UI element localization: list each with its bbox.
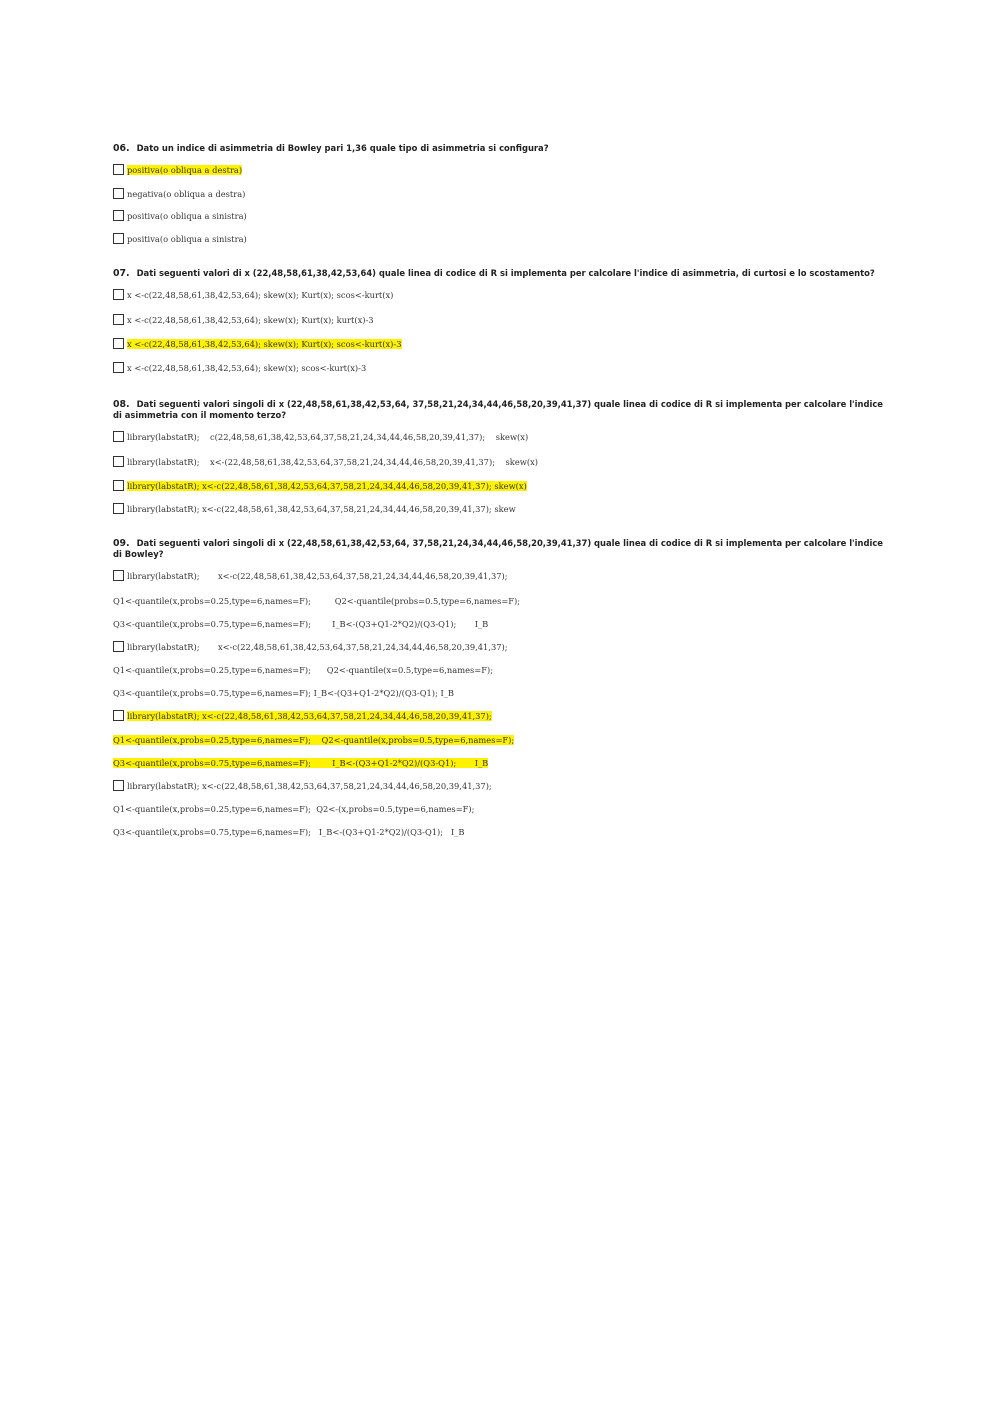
question-text: Dati seguenti valori di x (22,48,58,61,38,42,53,64) quale linea di codice di R si implementa per calcolare l'indice di asimmetria, di curtosi e lo scostamento?: [136, 268, 875, 278]
answer-option[interactable]: [113, 362, 366, 374]
answer-option[interactable]: [113, 570, 508, 582]
question-text: Dato un indice di asimmetria di Bowley pari 1,36 quale tipo di asimmetria si configura?: [136, 143, 549, 153]
answer-text: x <-c(22,48,58,61,38,42,53,64); skew(x); Kurt(x); kurt(x)-3: [127, 315, 374, 325]
answer-text: library(labstatR); x<-c(22,48,58,61,38,42,53,64,37,58,21,24,34,44,46,58,20,39,41,37); skew(x): [127, 481, 527, 491]
question-text: Dati seguenti valori singoli di x (22,48,58,61,38,42,53,64, 37,58,21,24,34,44,46,58,20,39,41,37) quale linea di codice di R si implementa per calcolare l'indice di Bowley?: [113, 538, 883, 559]
answer-text: library(labstatR); x<-c(22,48,58,61,38,42,53,64,37,58,21,24,34,44,46,58,20,39,41,37);: [127, 571, 508, 581]
answer-text-line: Q3<-quantile(x,probs=0.75,type=6,names=F); I_B<-(Q3+Q1-2*Q2)/(Q3-Q1); I_B: [113, 827, 465, 837]
answer-text: library(labstatR); x<-c(22,48,58,61,38,42,53,64,37,58,21,24,34,44,46,58,20,39,41,37);: [127, 642, 508, 652]
answer-text: library(labstatR); x<-c(22,48,58,61,38,42,53,64,37,58,21,24,34,44,46,58,20,39,41,37);: [127, 781, 492, 791]
answer-option[interactable]: [113, 314, 374, 326]
answer-text: library(labstatR); x<-c(22,48,58,61,38,42,53,64,37,58,21,24,34,44,46,58,20,39,41,37);: [127, 711, 492, 721]
answer-text-line: Q3<-quantile(x,probs=0.75,type=6,names=F); I_B<-(Q3+Q1-2*Q2)/(Q3-Q1); I_B: [113, 619, 489, 629]
answer-text: library(labstatR); c(22,48,58,61,38,42,53,64,37,58,21,24,34,44,46,58,20,39,41,37); skew(x): [127, 432, 529, 442]
answer-option[interactable]: [113, 188, 245, 200]
checkbox[interactable]: [113, 480, 124, 491]
checkbox[interactable]: [113, 456, 124, 467]
question-number: 07.: [113, 268, 130, 279]
answer-text-line: Q1<-quantile(x,probs=0.25,type=6,names=F); Q2<-quantile(x=0.5,type=6,names=F);: [113, 665, 493, 675]
answer-text: positiva(o obliqua a sinistra): [127, 234, 247, 244]
checkbox[interactable]: [113, 289, 124, 300]
answer-text-line: Q1<-quantile(x,probs=0.25,type=6,names=F); Q2<-(x,probs=0.5,type=6,names=F);: [113, 804, 475, 814]
answer-option[interactable]: [113, 780, 492, 792]
question-number: 09.: [113, 538, 130, 549]
checkbox[interactable]: [113, 431, 124, 442]
answer-text-line: Q3<-quantile(x,probs=0.75,type=6,names=F); I_B<-(Q3+Q1-2*Q2)/(Q3-Q1); I_B: [113, 688, 454, 698]
checkbox[interactable]: [113, 314, 124, 325]
answer-option[interactable]: [113, 338, 402, 350]
checkbox[interactable]: [113, 503, 124, 514]
question-text: Dati seguenti valori singoli di x (22,48,58,61,38,42,53,64, 37,58,21,24,34,44,46,58,20,39,41,37) quale linea di codice di R si implementa per calcolare l'indice di asimmetria con il momento terzo?: [113, 399, 883, 420]
answer-text: library(labstatR); x<-(22,48,58,61,38,42,53,64,37,58,21,24,34,44,46,58,20,39,41,37); skew(x): [127, 457, 538, 467]
answer-option[interactable]: [113, 710, 492, 722]
checkbox[interactable]: [113, 362, 124, 373]
checkbox[interactable]: [113, 233, 124, 244]
checkbox[interactable]: [113, 210, 124, 221]
checkbox[interactable]: [113, 338, 124, 349]
question-06-heading: [113, 143, 883, 154]
question-08-heading: [113, 399, 883, 420]
answer-text: positiva(o obliqua a destra): [127, 165, 243, 175]
checkbox[interactable]: [113, 188, 124, 199]
answer-text: x <-c(22,48,58,61,38,42,53,64); skew(x); scos<-kurt(x)-3: [127, 363, 367, 373]
answer-option[interactable]: [113, 641, 508, 653]
question-07-heading: [113, 268, 883, 279]
answer-text: negativa(o obliqua a destra): [127, 189, 246, 199]
answer-text-line: Q1<-quantile(x,probs=0.25,type=6,names=F); Q2<-quantile(probs=0.5,type=6,names=F);: [113, 596, 521, 606]
answer-option[interactable]: [113, 233, 247, 245]
checkbox[interactable]: [113, 164, 124, 175]
answer-option[interactable]: [113, 503, 516, 515]
answer-option[interactable]: [113, 431, 528, 443]
answer-text-line-wrap: [113, 734, 514, 746]
answer-option[interactable]: [113, 210, 247, 222]
question-09-heading: [113, 538, 883, 559]
answer-text: library(labstatR); x<-c(22,48,58,61,38,42,53,64,37,58,21,24,34,44,46,58,20,39,41,37); skew: [127, 504, 516, 514]
checkbox[interactable]: [113, 641, 124, 652]
checkbox[interactable]: [113, 710, 124, 721]
checkbox[interactable]: [113, 780, 124, 791]
answer-option[interactable]: [113, 456, 538, 468]
checkbox[interactable]: [113, 570, 124, 581]
answer-text-line: Q1<-quantile(x,probs=0.25,type=6,names=F); Q2<-quantile(x,probs=0.5,type=6,names=F);: [113, 735, 515, 745]
answer-text: x <-c(22,48,58,61,38,42,53,64); skew(x); Kurt(x); scos<-kurt(x): [127, 290, 394, 300]
answer-text: x <-c(22,48,58,61,38,42,53,64); skew(x); Kurt(x); scos<-kurt(x)-3: [127, 339, 402, 349]
answer-option[interactable]: [113, 289, 393, 301]
answer-text: positiva(o obliqua a sinistra): [127, 211, 247, 221]
answer-text-line: Q3<-quantile(x,probs=0.75,type=6,names=F); I_B<-(Q3+Q1-2*Q2)/(Q3-Q1); I_B: [113, 758, 489, 768]
answer-text-line-wrap: [113, 757, 488, 769]
question-number: 06.: [113, 143, 130, 154]
question-number: 08.: [113, 399, 130, 410]
answer-option[interactable]: [113, 164, 242, 176]
answer-option[interactable]: [113, 480, 527, 492]
